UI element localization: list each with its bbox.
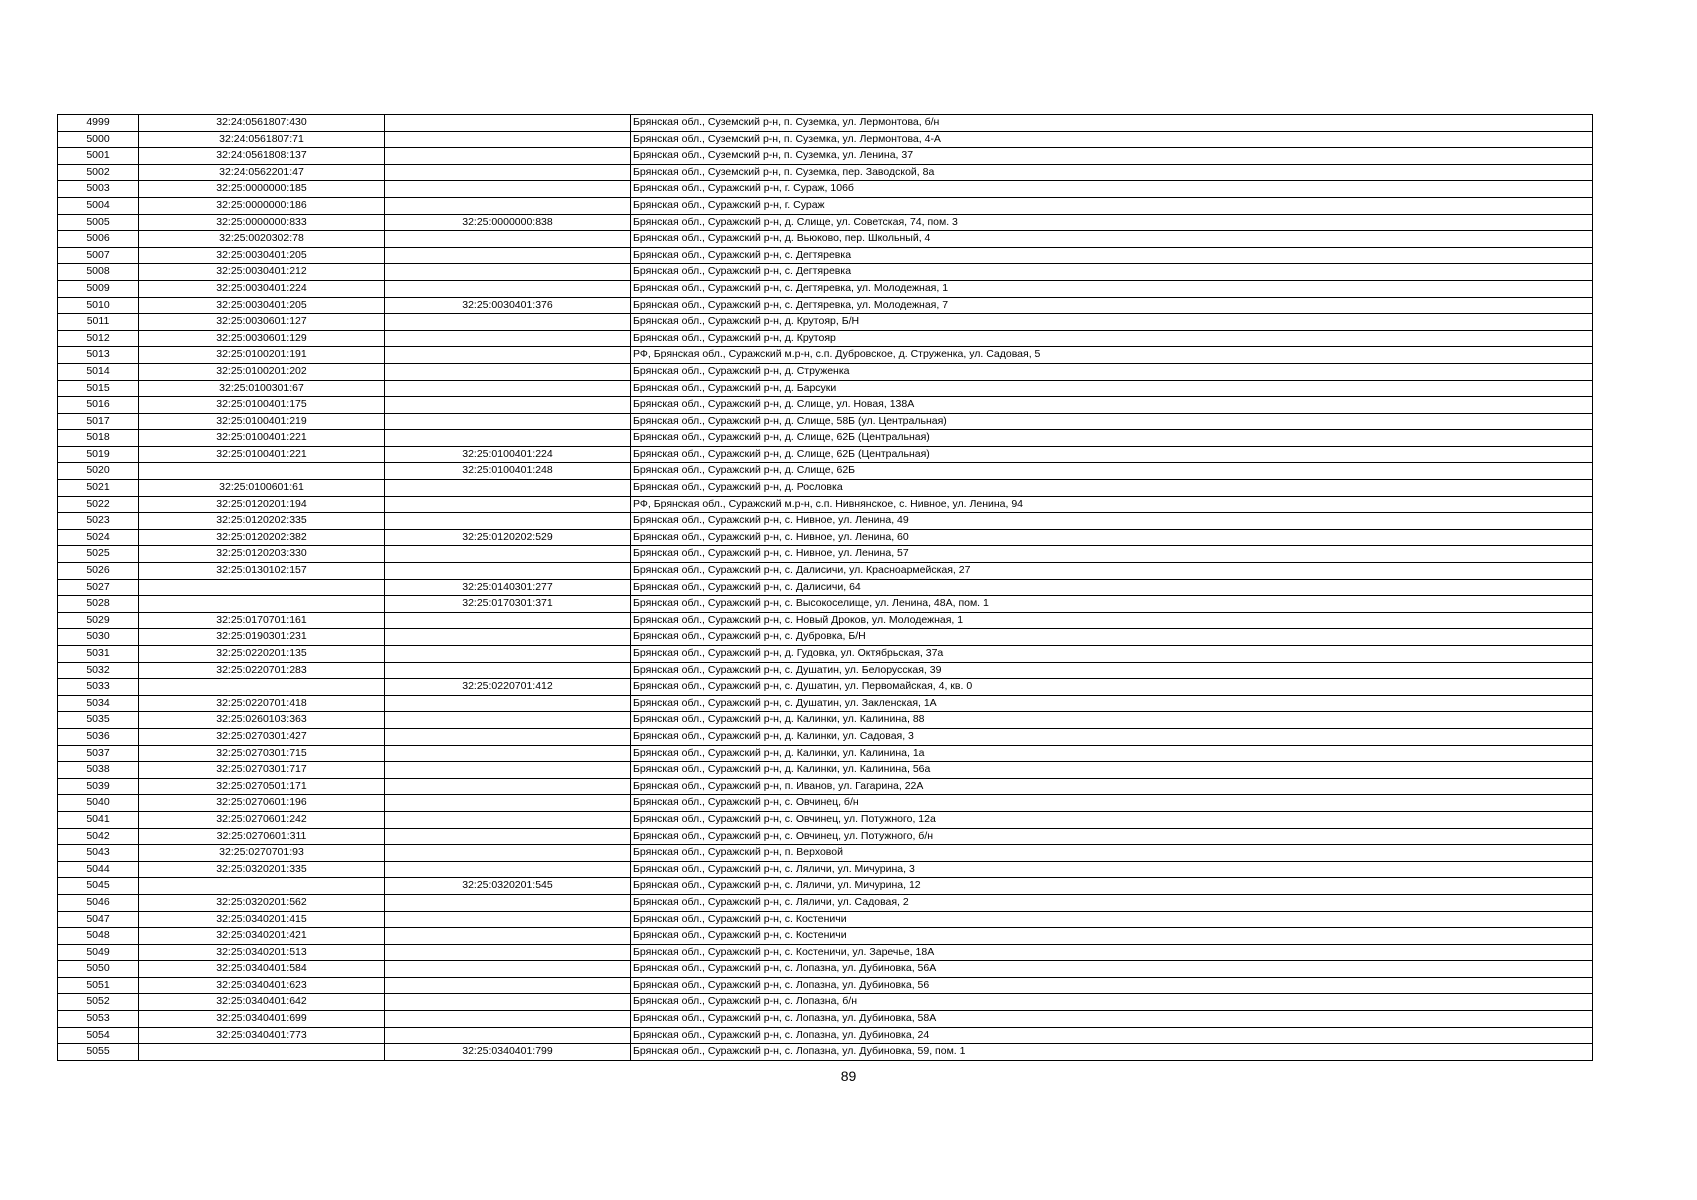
table-row xyxy=(58,878,1593,895)
table-row xyxy=(58,828,1593,845)
cadastral-number-cell: 32:25:0030401:205 xyxy=(139,297,385,314)
address-cell: Брянская обл., Суражский р-н, с. Далисичи, ул. Красноармейская, 27 xyxy=(631,563,1593,580)
cadastral-number-cell: 32:25:0120203:330 xyxy=(139,546,385,563)
address-cell: Брянская обл., Суражский р-н, с. Дубровка, Б/Н xyxy=(631,629,1593,646)
address-cell: Брянская обл., Суражский р-н, с. Костеничи, ул. Заречье, 18А xyxy=(631,944,1593,961)
table-row xyxy=(58,977,1593,994)
row-number-cell: 5020 xyxy=(58,463,139,480)
cadastral-number-cell: 32:25:0100201:202 xyxy=(139,363,385,380)
row-number-cell: 5027 xyxy=(58,579,139,596)
object-number-cell xyxy=(385,977,631,994)
address-cell: Брянская обл., Суземский р-н, п. Суземка, пер. Заводской, 8а xyxy=(631,164,1593,181)
object-number-cell xyxy=(385,762,631,779)
table-row xyxy=(58,231,1593,248)
cadastral-number-cell: 32:24:0561808:137 xyxy=(139,148,385,165)
object-number-cell xyxy=(385,264,631,281)
row-number-cell: 5048 xyxy=(58,928,139,945)
cadastral-number-cell: 32:25:0020302:78 xyxy=(139,231,385,248)
address-cell: Брянская обл., Суражский р-н, с. Дегтяревка, ул. Молодежная, 1 xyxy=(631,280,1593,297)
object-number-cell: 32:25:0100401:248 xyxy=(385,463,631,480)
table-row xyxy=(58,214,1593,231)
row-number-cell: 5045 xyxy=(58,878,139,895)
object-number-cell xyxy=(385,612,631,629)
address-cell: Брянская обл., Суражский р-н, с. Нивное, ул. Ленина, 60 xyxy=(631,529,1593,546)
row-number-cell: 4999 xyxy=(58,115,139,132)
table-row xyxy=(58,164,1593,181)
row-number-cell: 5030 xyxy=(58,629,139,646)
cadastral-number-cell: 32:25:0190301:231 xyxy=(139,629,385,646)
object-number-cell xyxy=(385,480,631,497)
row-number-cell: 5023 xyxy=(58,513,139,530)
address-cell: Брянская обл., Суражский р-н, с. Лопазна, б/н xyxy=(631,994,1593,1011)
object-number-cell: 32:25:0220701:412 xyxy=(385,679,631,696)
table-row xyxy=(58,662,1593,679)
object-number-cell xyxy=(385,894,631,911)
table-row xyxy=(58,181,1593,198)
object-number-cell xyxy=(385,546,631,563)
table-row xyxy=(58,197,1593,214)
row-number-cell: 5034 xyxy=(58,695,139,712)
table-row xyxy=(58,579,1593,596)
object-number-cell: 32:25:0000000:838 xyxy=(385,214,631,231)
table-row xyxy=(58,762,1593,779)
table-row xyxy=(58,496,1593,513)
cadastral-number-cell: 32:25:0340201:415 xyxy=(139,911,385,928)
table-row xyxy=(58,695,1593,712)
cadastral-number-cell: 32:24:0561807:430 xyxy=(139,115,385,132)
cadastral-number-cell: 32:25:0260103:363 xyxy=(139,712,385,729)
address-cell: Брянская обл., Суражский р-н, д. Крутояр, Б/Н xyxy=(631,314,1593,331)
row-number-cell: 5024 xyxy=(58,529,139,546)
cadastral-number-cell: 32:25:0340401:642 xyxy=(139,994,385,1011)
cadastral-number-cell: 32:25:0000000:833 xyxy=(139,214,385,231)
object-number-cell xyxy=(385,861,631,878)
object-number-cell xyxy=(385,563,631,580)
object-number-cell: 32:25:0170301:371 xyxy=(385,596,631,613)
cadastral-number-cell: 32:25:0270501:171 xyxy=(139,778,385,795)
address-cell: Брянская обл., Суражский р-н, с. Лопазна, ул. Дубиновка, 56А xyxy=(631,961,1593,978)
address-cell: Брянская обл., Суражский р-н, с. Высокоселище, ул. Ленина, 48А, пом. 1 xyxy=(631,596,1593,613)
address-cell: Брянская обл., Суражский р-н, с. Овчинец, ул. Потужного, 12а xyxy=(631,811,1593,828)
row-number-cell: 5052 xyxy=(58,994,139,1011)
cadastral-number-cell: 32:25:0340401:773 xyxy=(139,1027,385,1044)
object-number-cell xyxy=(385,745,631,762)
row-number-cell: 5026 xyxy=(58,563,139,580)
address-cell: Брянская обл., Суражский р-н, с. Нивное, ул. Ленина, 49 xyxy=(631,513,1593,530)
row-number-cell: 5022 xyxy=(58,496,139,513)
row-number-cell: 5037 xyxy=(58,745,139,762)
row-number-cell: 5008 xyxy=(58,264,139,281)
cadastral-number-cell: 32:25:0100601:61 xyxy=(139,480,385,497)
table-row xyxy=(58,845,1593,862)
table-row xyxy=(58,928,1593,945)
address-cell: Брянская обл., Суражский р-н, д. Рословка xyxy=(631,480,1593,497)
cadastral-number-cell: 32:25:0000000:185 xyxy=(139,181,385,198)
table-row xyxy=(58,596,1593,613)
object-number-cell xyxy=(385,197,631,214)
table-row xyxy=(58,811,1593,828)
cadastral-number-cell: 32:25:0340401:699 xyxy=(139,1011,385,1028)
row-number-cell: 5010 xyxy=(58,297,139,314)
table-row xyxy=(58,629,1593,646)
table-row xyxy=(58,546,1593,563)
table-row xyxy=(58,280,1593,297)
cadastral-number-cell: 32:25:0030401:205 xyxy=(139,247,385,264)
cadastral-number-cell: 32:25:0270701:93 xyxy=(139,845,385,862)
address-cell: Брянская обл., Суражский р-н, с. Ляличи, ул. Садовая, 2 xyxy=(631,894,1593,911)
cadastral-number-cell: 32:25:0170701:161 xyxy=(139,612,385,629)
table-row xyxy=(58,1044,1593,1061)
row-number-cell: 5041 xyxy=(58,811,139,828)
cadastral-number-cell: 32:25:0030601:129 xyxy=(139,330,385,347)
address-cell: Брянская обл., Суражский р-н, д. Калинки, ул. Калинина, 56а xyxy=(631,762,1593,779)
object-number-cell xyxy=(385,181,631,198)
cadastral-number-cell: 32:25:0270601:242 xyxy=(139,811,385,828)
object-number-cell xyxy=(385,662,631,679)
address-cell: Брянская обл., Суражский р-н, с. Костеничи xyxy=(631,928,1593,945)
cadastral-number-cell: 32:25:0100401:175 xyxy=(139,397,385,414)
address-cell: Брянская обл., Суражский р-н, с. Дегтяревка xyxy=(631,264,1593,281)
object-number-cell xyxy=(385,629,631,646)
table-row xyxy=(58,894,1593,911)
cadastral-number-cell: 32:25:0320201:562 xyxy=(139,894,385,911)
table-row xyxy=(58,380,1593,397)
cadastral-number-cell: 32:25:0220701:283 xyxy=(139,662,385,679)
address-cell: Брянская обл., Суражский р-н, д. Слище, 58Б (ул. Центральная) xyxy=(631,413,1593,430)
cadastral-number-cell: 32:25:0030401:224 xyxy=(139,280,385,297)
row-number-cell: 5036 xyxy=(58,728,139,745)
object-number-cell xyxy=(385,1027,631,1044)
address-cell: Брянская обл., Суражский р-н, с. Душатин, ул. Закленская, 1А xyxy=(631,695,1593,712)
table-row xyxy=(58,148,1593,165)
address-cell: Брянская обл., Суземский р-н, п. Суземка, ул. Лермонтова, 4-А xyxy=(631,131,1593,148)
address-cell: Брянская обл., Суражский р-н, д. Барсуки xyxy=(631,380,1593,397)
object-number-cell xyxy=(385,1011,631,1028)
object-number-cell xyxy=(385,778,631,795)
row-number-cell: 5017 xyxy=(58,413,139,430)
row-number-cell: 5004 xyxy=(58,197,139,214)
row-number-cell: 5038 xyxy=(58,762,139,779)
address-cell: Брянская обл., Суражский р-н, д. Калинки, ул. Калинина, 88 xyxy=(631,712,1593,729)
cadastral-number-cell: 32:25:0340401:584 xyxy=(139,961,385,978)
object-number-cell xyxy=(385,347,631,364)
table-row xyxy=(58,646,1593,663)
address-cell: Брянская обл., Суземский р-н, п. Суземка, ул. Лермонтова, б/н xyxy=(631,115,1593,132)
object-number-cell xyxy=(385,845,631,862)
row-number-cell: 5009 xyxy=(58,280,139,297)
address-cell: Брянская обл., Суражский р-н, с. Ляличи, ул. Мичурина, 12 xyxy=(631,878,1593,895)
cadastral-number-cell: 32:25:0270301:715 xyxy=(139,745,385,762)
table-row xyxy=(58,247,1593,264)
address-cell: Брянская обл., Суражский р-н, с. Овчинец, ул. Потужного, б/н xyxy=(631,828,1593,845)
address-cell: РФ, Брянская обл., Суражский м.р-н, с.п. Нивнянское, с. Нивное, ул. Ленина, 94 xyxy=(631,496,1593,513)
cadastral-number-cell: 32:25:0130102:157 xyxy=(139,563,385,580)
row-number-cell: 5018 xyxy=(58,430,139,447)
table-row xyxy=(58,430,1593,447)
object-number-cell xyxy=(385,314,631,331)
object-number-cell: 32:25:0030401:376 xyxy=(385,297,631,314)
object-number-cell xyxy=(385,330,631,347)
table-row xyxy=(58,397,1593,414)
object-number-cell: 32:25:0100401:224 xyxy=(385,446,631,463)
object-number-cell xyxy=(385,944,631,961)
table-row xyxy=(58,480,1593,497)
cadastral-number-cell: 32:25:0120201:194 xyxy=(139,496,385,513)
cadastral-number-cell xyxy=(139,1044,385,1061)
row-number-cell: 5029 xyxy=(58,612,139,629)
address-cell: Брянская обл., Суражский р-н, с. Дегтяревка, ул. Молодежная, 7 xyxy=(631,297,1593,314)
object-number-cell xyxy=(385,961,631,978)
address-cell: Брянская обл., Суражский р-н, с. Лопазна, ул. Дубиновка, 56 xyxy=(631,977,1593,994)
object-number-cell xyxy=(385,994,631,1011)
object-number-cell xyxy=(385,148,631,165)
address-cell: Брянская обл., Суражский р-н, п. Иванов, ул. Гагарина, 22А xyxy=(631,778,1593,795)
table-row xyxy=(58,1011,1593,1028)
cadastral-number-cell: 32:25:0320201:335 xyxy=(139,861,385,878)
table-row xyxy=(58,679,1593,696)
cadastral-number-cell: 32:24:0561807:71 xyxy=(139,131,385,148)
cadastral-number-cell: 32:25:0100201:191 xyxy=(139,347,385,364)
table-row xyxy=(58,612,1593,629)
address-cell: Брянская обл., Суражский р-н, д. Слище, ул. Новая, 138А xyxy=(631,397,1593,414)
object-number-cell xyxy=(385,231,631,248)
row-number-cell: 5044 xyxy=(58,861,139,878)
table-row xyxy=(58,115,1593,132)
row-number-cell: 5046 xyxy=(58,894,139,911)
cadastral-number-cell: 32:25:0220201:135 xyxy=(139,646,385,663)
table-row xyxy=(58,131,1593,148)
address-cell: Брянская обл., Суражский р-н, с. Лопазна, ул. Дубиновка, 24 xyxy=(631,1027,1593,1044)
row-number-cell: 5055 xyxy=(58,1044,139,1061)
cadastral-number-cell xyxy=(139,878,385,895)
address-cell: Брянская обл., Суражский р-н, д. Слище, 62Б (Центральная) xyxy=(631,446,1593,463)
table-row xyxy=(58,795,1593,812)
cadastral-number-cell: 32:25:0030601:127 xyxy=(139,314,385,331)
row-number-cell: 5012 xyxy=(58,330,139,347)
address-cell: Брянская обл., Суражский р-н, д. Слище, 62Б xyxy=(631,463,1593,480)
object-number-cell: 32:25:0340401:799 xyxy=(385,1044,631,1061)
address-cell: Брянская обл., Суражский р-н, д. Гудовка, ул. Октябрьская, 37а xyxy=(631,646,1593,663)
object-number-cell: 32:25:0140301:277 xyxy=(385,579,631,596)
row-number-cell: 5033 xyxy=(58,679,139,696)
table-row xyxy=(58,745,1593,762)
address-cell: РФ, Брянская обл., Суражский м.р-н, с.п. Дубровское, д. Струженка, ул. Садовая, 5 xyxy=(631,347,1593,364)
row-number-cell: 5001 xyxy=(58,148,139,165)
table-body xyxy=(58,115,1593,1061)
address-cell: Брянская обл., Суражский р-н, д. Слище, 62Б (Центральная) xyxy=(631,430,1593,447)
row-number-cell: 5054 xyxy=(58,1027,139,1044)
cadastral-number-cell: 32:25:0000000:186 xyxy=(139,197,385,214)
cadastral-number-cell: 32:25:0340201:421 xyxy=(139,928,385,945)
cadastral-number-cell: 32:25:0100301:67 xyxy=(139,380,385,397)
table-row xyxy=(58,314,1593,331)
page-number: 89 xyxy=(840,1068,857,1084)
row-number-cell: 5007 xyxy=(58,247,139,264)
object-number-cell xyxy=(385,828,631,845)
object-number-cell xyxy=(385,646,631,663)
row-number-cell: 5005 xyxy=(58,214,139,231)
object-number-cell xyxy=(385,280,631,297)
row-number-cell: 5021 xyxy=(58,480,139,497)
row-number-cell: 5011 xyxy=(58,314,139,331)
cadastral-number-cell: 32:25:0270601:196 xyxy=(139,795,385,812)
row-number-cell: 5003 xyxy=(58,181,139,198)
object-number-cell: 32:25:0320201:545 xyxy=(385,878,631,895)
table-row xyxy=(58,446,1593,463)
object-number-cell xyxy=(385,397,631,414)
object-number-cell xyxy=(385,928,631,945)
row-number-cell: 5053 xyxy=(58,1011,139,1028)
address-cell: Брянская обл., Суражский р-н, с. Костеничи xyxy=(631,911,1593,928)
cadastral-number-cell: 32:25:0270301:717 xyxy=(139,762,385,779)
cadastral-number-cell: 32:25:0030401:212 xyxy=(139,264,385,281)
object-number-cell xyxy=(385,363,631,380)
row-number-cell: 5015 xyxy=(58,380,139,397)
table-row xyxy=(58,413,1593,430)
address-cell: Брянская обл., Суражский р-н, с. Дегтяревка xyxy=(631,247,1593,264)
object-number-cell xyxy=(385,712,631,729)
cadastral-number-cell: 32:25:0270301:427 xyxy=(139,728,385,745)
row-number-cell: 5002 xyxy=(58,164,139,181)
cadastral-number-cell xyxy=(139,579,385,596)
cadastral-number-cell: 32:25:0120202:335 xyxy=(139,513,385,530)
address-cell: Брянская обл., Суражский р-н, г. Сураж xyxy=(631,197,1593,214)
table-row xyxy=(58,961,1593,978)
cadastral-number-cell: 32:25:0340201:513 xyxy=(139,944,385,961)
table-row xyxy=(58,861,1593,878)
cadastral-number-cell xyxy=(139,596,385,613)
table-row xyxy=(58,363,1593,380)
table-row xyxy=(58,347,1593,364)
table-row xyxy=(58,529,1593,546)
row-number-cell: 5013 xyxy=(58,347,139,364)
address-cell: Брянская обл., Суражский р-н, с. Далисичи, 64 xyxy=(631,579,1593,596)
table-row xyxy=(58,1027,1593,1044)
table-row xyxy=(58,712,1593,729)
address-cell: Брянская обл., Суражский р-н, п. Верховой xyxy=(631,845,1593,862)
address-cell: Брянская обл., Суражский р-н, с. Лопазна, ул. Дубиновка, 59, пом. 1 xyxy=(631,1044,1593,1061)
address-cell: Брянская обл., Суражский р-н, с. Лопазна, ул. Дубиновка, 58А xyxy=(631,1011,1593,1028)
row-number-cell: 5035 xyxy=(58,712,139,729)
row-number-cell: 5000 xyxy=(58,131,139,148)
cadastral-number-cell: 32:25:0270601:311 xyxy=(139,828,385,845)
table-row xyxy=(58,778,1593,795)
row-number-cell: 5042 xyxy=(58,828,139,845)
object-number-cell xyxy=(385,413,631,430)
address-cell: Брянская обл., Суражский р-н, с. Новый Дроков, ул. Молодежная, 1 xyxy=(631,612,1593,629)
object-number-cell xyxy=(385,795,631,812)
cadastral-number-cell: 32:25:0120202:382 xyxy=(139,529,385,546)
address-cell: Брянская обл., Суражский р-н, д. Струженка xyxy=(631,363,1593,380)
address-cell: Брянская обл., Суражский р-н, г. Сураж, 106б xyxy=(631,181,1593,198)
cadastral-number-cell xyxy=(139,679,385,696)
table-row xyxy=(58,944,1593,961)
table-row xyxy=(58,563,1593,580)
property-table xyxy=(57,114,1593,1061)
row-number-cell: 5051 xyxy=(58,977,139,994)
object-number-cell xyxy=(385,811,631,828)
table-row xyxy=(58,463,1593,480)
object-number-cell xyxy=(385,164,631,181)
object-number-cell xyxy=(385,695,631,712)
address-cell: Брянская обл., Суражский р-н, д. Слище, ул. Советская, 74, пом. 3 xyxy=(631,214,1593,231)
cadastral-number-cell: 32:25:0100401:219 xyxy=(139,413,385,430)
address-cell: Брянская обл., Суражский р-н, с. Ляличи, ул. Мичурина, 3 xyxy=(631,861,1593,878)
cadastral-number-cell: 32:25:0100401:221 xyxy=(139,430,385,447)
object-number-cell xyxy=(385,380,631,397)
object-number-cell xyxy=(385,430,631,447)
address-cell: Брянская обл., Суражский р-н, с. Душатин, ул. Белорусская, 39 xyxy=(631,662,1593,679)
table-row xyxy=(58,264,1593,281)
cadastral-number-cell: 32:25:0100401:221 xyxy=(139,446,385,463)
row-number-cell: 5016 xyxy=(58,397,139,414)
cadastral-number-cell xyxy=(139,463,385,480)
row-number-cell: 5031 xyxy=(58,646,139,663)
row-number-cell: 5006 xyxy=(58,231,139,248)
row-number-cell: 5049 xyxy=(58,944,139,961)
object-number-cell xyxy=(385,496,631,513)
address-cell: Брянская обл., Суражский р-н, д. Крутояр xyxy=(631,330,1593,347)
row-number-cell: 5040 xyxy=(58,795,139,812)
object-number-cell xyxy=(385,513,631,530)
cadastral-number-cell: 32:24:0562201:47 xyxy=(139,164,385,181)
object-number-cell xyxy=(385,911,631,928)
address-cell: Брянская обл., Суражский р-н, д. Калинки, ул. Садовая, 3 xyxy=(631,728,1593,745)
row-number-cell: 5014 xyxy=(58,363,139,380)
address-cell: Брянская обл., Суражский р-н, с. Душатин, ул. Первомайская, 4, кв. 0 xyxy=(631,679,1593,696)
cadastral-number-cell: 32:25:0340401:623 xyxy=(139,977,385,994)
address-cell: Брянская обл., Суземский р-н, п. Суземка, ул. Ленина, 37 xyxy=(631,148,1593,165)
row-number-cell: 5050 xyxy=(58,961,139,978)
table-row xyxy=(58,330,1593,347)
address-cell: Брянская обл., Суражский р-н, с. Овчинец, б/н xyxy=(631,795,1593,812)
row-number-cell: 5019 xyxy=(58,446,139,463)
address-cell: Брянская обл., Суражский р-н, с. Нивное, ул. Ленина, 57 xyxy=(631,546,1593,563)
row-number-cell: 5043 xyxy=(58,845,139,862)
address-cell: Брянская обл., Суражский р-н, д. Калинки, ул. Калинина, 1а xyxy=(631,745,1593,762)
object-number-cell xyxy=(385,131,631,148)
row-number-cell: 5025 xyxy=(58,546,139,563)
table-row xyxy=(58,994,1593,1011)
row-number-cell: 5028 xyxy=(58,596,139,613)
object-number-cell xyxy=(385,728,631,745)
object-number-cell xyxy=(385,115,631,132)
table-row xyxy=(58,728,1593,745)
cadastral-number-cell: 32:25:0220701:418 xyxy=(139,695,385,712)
object-number-cell: 32:25:0120202:529 xyxy=(385,529,631,546)
table-row xyxy=(58,911,1593,928)
row-number-cell: 5047 xyxy=(58,911,139,928)
table-row xyxy=(58,297,1593,314)
row-number-cell: 5032 xyxy=(58,662,139,679)
row-number-cell: 5039 xyxy=(58,778,139,795)
address-cell: Брянская обл., Суражский р-н, д. Вьюково, пер. Школьный, 4 xyxy=(631,231,1593,248)
table-row xyxy=(58,513,1593,530)
object-number-cell xyxy=(385,247,631,264)
